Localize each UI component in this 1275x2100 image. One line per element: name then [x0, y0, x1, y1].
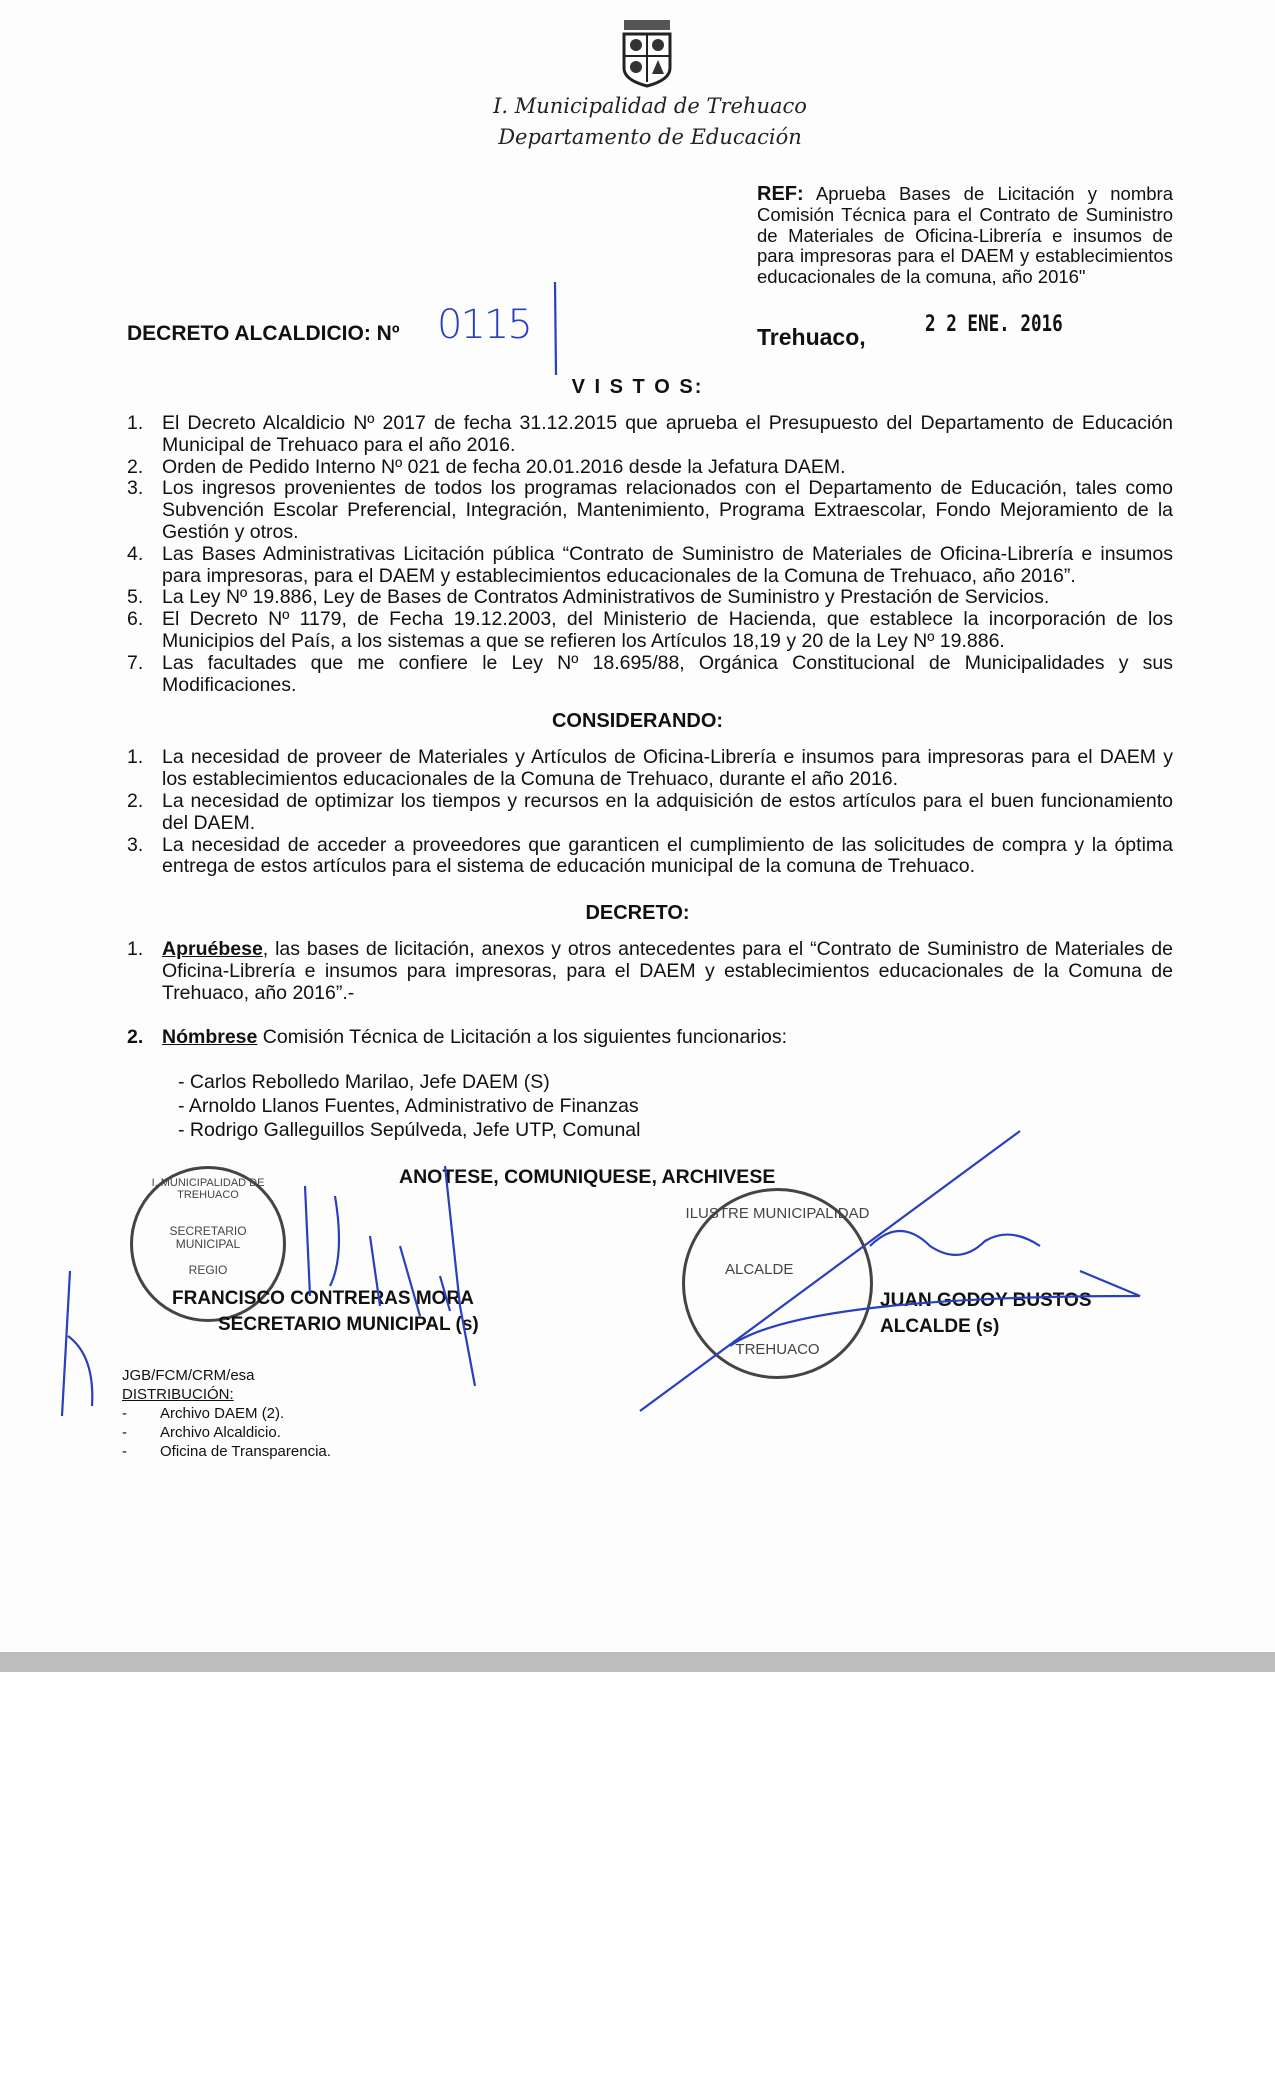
vistos-heading: V I S T O S: [571, 375, 704, 398]
mayor-title: ALCALDE (s) [880, 1316, 1000, 1338]
ref-label: REF: [757, 183, 804, 205]
decree-number: 0115 [437, 301, 531, 348]
list-item: 3. Los ingresos provenientes de todos los programas relacionados con el Departamento de Educación, tales como Subvención Escolar Preferencial, Integración, Mantenimiento, Programa Extraescolar, Fondo Mejoramiento de la Gestión y otros. [127, 477, 1173, 543]
handwritten-stroke [540, 280, 570, 380]
vistos-list [127, 413, 1173, 696]
municipal-crest-icon [616, 18, 678, 88]
mayor-name: JUAN GODOY BUSTOS [880, 1290, 1092, 1312]
initials: JGB/FCM/CRM/esa [122, 1367, 255, 1385]
department-name: Departamento de Educación [498, 125, 802, 149]
date-stamp: 2 2 ENE. 2016 [925, 311, 1063, 337]
considerando-heading: CONSIDERANDO: [551, 710, 724, 733]
list-item: 7. Las facultades que me confiere le Ley Nº 18.695/88, Orgánica Constitucional de Municipalidades y sus Modificaciones. [127, 651, 1173, 696]
list-item: 1. Apruébese, las bases de licitación, anexos y otros antecedentes para el “Contrato de Suministro de Materiales de Oficina-Librería e insumos para impresoras, para el DAEM y establecimientos educacionales de la Comuna de Trehuaco, año 2016”.- [127, 938, 1173, 1004]
distribution-item: - Archivo DAEM (2). [122, 1405, 285, 1423]
place: Trehuaco, [757, 323, 866, 350]
list-item: 4. Las Bases Administrativas Licitación pública “Contrato de Suministro de Materiales de Oficina-Librería e insumos para impresoras, para el DAEM y establecimientos educacionales de la Comuna de Trehuaco, año 2016”. [127, 542, 1173, 587]
decree-row [0, 300, 1275, 362]
member: - Carlos Rebolledo Marilao, Jefe DAEM (S) [178, 1071, 550, 1094]
reference-block [757, 184, 1173, 288]
secretary-stamp: I. MUNICIPALIDAD DE TREHUACO SECRETARIO MUNICIPAL REGIO [130, 1166, 286, 1322]
closing-formula: ANOTESE, COMUNIQUESE, ARCHIVESE [399, 1166, 776, 1189]
list-item: 2. Nómbrese Comisión Técnica de Licitación a los siguientes funcionarios: [127, 1025, 788, 1048]
list-item: 3. La necesidad de acceder a proveedores que garanticen el cumplimiento de las solicitudes de compra y la óptima entrega de estos artículos para el sistema de educación municipal de la comuna de Trehuaco. [127, 833, 1173, 878]
signature-block [0, 1166, 1275, 1366]
handwritten-signatures [0, 1126, 1275, 1426]
distribution-label: DISTRIBUCIÓN: [122, 1386, 234, 1404]
list-item: 6. El Decreto Nº 1179, de Fecha 19.12.2003, del Ministerio de Hacienda, que establece la incorporación de los Municipios del País, a los sistemas a que se refieren los Artículos 18,19 y 20 de la Ley Nº 19.886. [127, 608, 1173, 652]
mayor-stamp: ILUSTRE MUNICIPALIDAD ALCALDE TREHUACO [682, 1188, 873, 1379]
document-body [0, 184, 1275, 1461]
municipality-name: I. Municipalidad de Trehuaco [493, 94, 807, 118]
scan-edge [0, 1652, 1275, 1672]
member: - Arnoldo Llanos Fuentes, Administrativo de Finanzas [178, 1095, 639, 1118]
list-item: 2. Orden de Pedido Interno Nº 021 de fecha 20.01.2016 desde la Jefatura DAEM. [127, 455, 846, 478]
list-item: 1. El Decreto Alcaldicio Nº 2017 de fecha 31.12.2015 que aprueba el Presupuesto del Departamento de Educación Municipal de Trehuaco para el año 2016. [127, 411, 1173, 456]
decreto-heading: DECRETO: [585, 902, 690, 925]
member: - Rodrigo Galleguillos Sepúlveda, Jefe UTP, Comunal [178, 1119, 641, 1142]
list-item: 2. La necesidad de optimizar los tiempos y recursos en la adquisición de estos artículos para el buen funcionamiento del DAEM. [127, 789, 1173, 834]
distribution-item: - Oficina de Transparencia. [122, 1443, 331, 1461]
list-item: 5. La Ley Nº 19.886, Ley de Bases de Contratos Administrativos de Suministro y Prestación de Servicios. [127, 586, 1050, 609]
distribution-item: - Archivo Alcaldicio. [122, 1424, 281, 1442]
ref-text: Aprueba Bases de Licitación y nombra Comisión Técnica para el Contrato de Suministro de Materiales de Oficina-Librería e insumos de para impresoras para el DAEM y establecimientos educacionales de la comuna, año 2016" [757, 183, 1173, 288]
list-item: 1. La necesidad de proveer de Materiales y Artículos de Oficina-Librería e insumos para impresoras para el DAEM y los establecimientos educacionales de la Comuna de Trehuaco, durante el año 2016. [127, 746, 1173, 791]
secretary-title: SECRETARIO MUNICIPAL (s) [218, 1314, 479, 1336]
decreto-list [127, 939, 1173, 1048]
decree-label: DECRETO ALCALDICIO: Nº [127, 321, 400, 345]
secretary-name: FRANCISCO CONTRERAS MORA [172, 1288, 474, 1310]
considerando-list [127, 747, 1173, 878]
